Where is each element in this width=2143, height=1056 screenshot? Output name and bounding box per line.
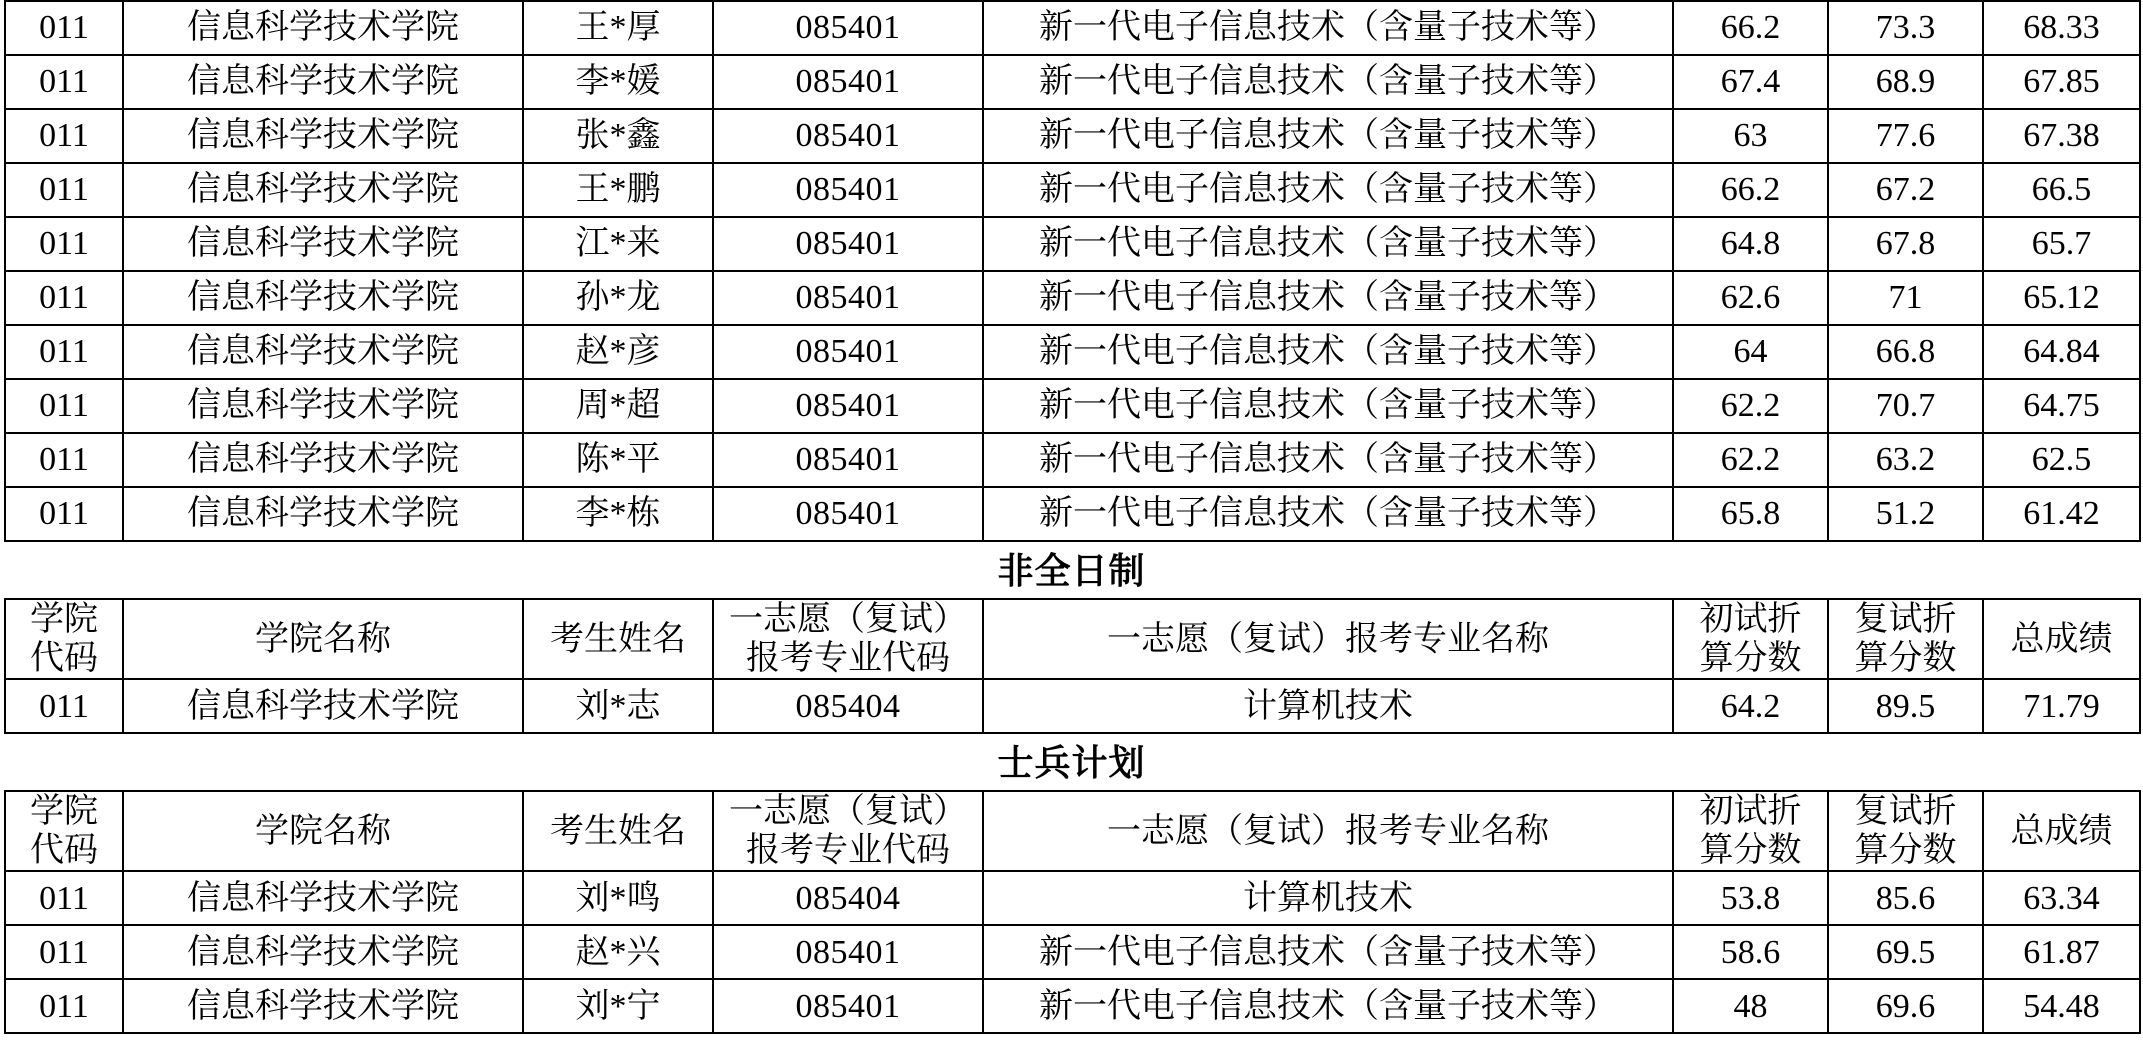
table-cell: 江*来 [523, 217, 713, 271]
table-cell: 李*栋 [523, 487, 713, 541]
table-row [5, 487, 2140, 541]
column-header-line: 报考专业代码 [746, 640, 950, 678]
table-header-row [5, 791, 2140, 871]
table-cell: 赵*彦 [523, 325, 713, 379]
table-cell: 085404 [713, 679, 983, 733]
column-header-line: 初试折 [1699, 793, 1802, 831]
table-cell: 新一代电子信息技术（含量子技术等） [983, 433, 1673, 487]
column-header [1673, 791, 1828, 871]
table-cell: 新一代电子信息技术（含量子技术等） [983, 925, 1673, 979]
section-title-soldier-plan: 士兵计划 [997, 743, 1146, 784]
table-cell: 085401 [713, 433, 983, 487]
column-header [983, 791, 1673, 871]
column-header [523, 791, 713, 871]
table-cell: 51.2 [1828, 487, 1983, 541]
table-cell: 62.2 [1673, 433, 1828, 487]
column-header-line: 算分数 [1699, 832, 1802, 870]
table-cell: 63.34 [1983, 871, 2140, 925]
table-cell: 011 [5, 925, 123, 979]
table-cell: 66.2 [1673, 163, 1828, 217]
soldier-plan-table [4, 790, 2141, 1034]
table-cell: 89.5 [1828, 679, 1983, 733]
column-header-line: 复试折 [1854, 601, 1957, 638]
column-header-line: 学院 [30, 601, 98, 638]
table-cell: 刘*志 [523, 679, 713, 733]
table-cell: 64.2 [1673, 679, 1828, 733]
column-header [123, 599, 523, 679]
table-cell: 新一代电子信息技术（含量子技术等） [983, 109, 1673, 163]
table-row [5, 271, 2140, 325]
table-cell: 011 [5, 979, 123, 1033]
table-cell: 刘*鸣 [523, 871, 713, 925]
column-header-line: 初试折 [1699, 601, 1802, 638]
table-cell: 刘*宁 [523, 979, 713, 1033]
table-row [5, 163, 2140, 217]
column-header-line: 一志愿（复试）报考专业名称 [1107, 812, 1549, 850]
table-cell: 85.6 [1828, 871, 1983, 925]
column-header-line: 算分数 [1699, 640, 1802, 678]
table-cell: 67.4 [1673, 55, 1828, 109]
part-time-table-body [5, 679, 2140, 733]
column-header-line: 考生姓名 [550, 812, 686, 850]
table-cell: 085401 [713, 979, 983, 1033]
table-cell: 65.8 [1673, 487, 1828, 541]
table-cell: 王*鹏 [523, 163, 713, 217]
table-cell: 新一代电子信息技术（含量子技术等） [983, 163, 1673, 217]
column-header-line: 总成绩 [2010, 620, 2113, 658]
table-cell: 011 [5, 379, 123, 433]
table-row [5, 1, 2140, 55]
table-cell: 64 [1673, 325, 1828, 379]
table-cell: 61.42 [1983, 487, 2140, 541]
table-cell: 70.7 [1828, 379, 1983, 433]
table-row [5, 925, 2140, 979]
part-time-table-head [5, 599, 2140, 679]
column-header-line: 复试折 [1854, 793, 1957, 831]
table-cell: 011 [5, 109, 123, 163]
table-cell: 085401 [713, 1, 983, 55]
table-cell: 085404 [713, 871, 983, 925]
column-header [983, 599, 1673, 679]
table-cell: 新一代电子信息技术（含量子技术等） [983, 55, 1673, 109]
table-cell: 新一代电子信息技术（含量子技术等） [983, 979, 1673, 1033]
table-header-row [5, 599, 2140, 679]
table-cell: 信息科学技术学院 [123, 379, 523, 433]
table-cell: 65.12 [1983, 271, 2140, 325]
table-row [5, 433, 2140, 487]
table-cell: 信息科学技术学院 [123, 433, 523, 487]
table-cell: 新一代电子信息技术（含量子技术等） [983, 1, 1673, 55]
table-cell: 信息科学技术学院 [123, 55, 523, 109]
column-header-line: 学院 [30, 793, 98, 831]
table-cell: 011 [5, 679, 123, 733]
table-row [5, 55, 2140, 109]
column-header [5, 791, 123, 871]
column-header [1828, 791, 1983, 871]
table-cell: 62.2 [1673, 379, 1828, 433]
table-cell: 65.7 [1983, 217, 2140, 271]
column-header-line: 一志愿（复试） [729, 793, 967, 831]
table-cell: 68.9 [1828, 55, 1983, 109]
table-cell: 新一代电子信息技术（含量子技术等） [983, 325, 1673, 379]
table-cell: 信息科学技术学院 [123, 871, 523, 925]
table-cell: 67.85 [1983, 55, 2140, 109]
table-cell: 66.8 [1828, 325, 1983, 379]
table-cell: 71.79 [1983, 679, 2140, 733]
table-cell: 67.8 [1828, 217, 1983, 271]
table-cell: 信息科学技术学院 [123, 163, 523, 217]
table-cell: 53.8 [1673, 871, 1828, 925]
table-cell: 信息科学技术学院 [123, 217, 523, 271]
table-cell: 085401 [713, 925, 983, 979]
column-header-line: 总成绩 [2010, 812, 2113, 850]
table-cell: 62.5 [1983, 433, 2140, 487]
column-header-line: 学院名称 [255, 812, 391, 850]
table-cell: 64.8 [1673, 217, 1828, 271]
table-cell: 信息科学技术学院 [123, 979, 523, 1033]
column-header-line: 报考专业代码 [746, 832, 950, 870]
column-header-line: 一志愿（复试） [729, 601, 967, 638]
table-cell: 58.6 [1673, 925, 1828, 979]
table-cell: 67.2 [1828, 163, 1983, 217]
table-cell: 孙*龙 [523, 271, 713, 325]
table-cell: 信息科学技术学院 [123, 271, 523, 325]
table-cell: 54.48 [1983, 979, 2140, 1033]
column-header-line: 学院名称 [255, 620, 391, 658]
table-cell: 011 [5, 163, 123, 217]
table-cell: 新一代电子信息技术（含量子技术等） [983, 217, 1673, 271]
table-cell: 计算机技术 [983, 871, 1673, 925]
table-cell: 011 [5, 55, 123, 109]
section-title-part-time: 非全日制 [997, 551, 1146, 591]
table-cell: 085401 [713, 217, 983, 271]
table-cell: 085401 [713, 55, 983, 109]
column-header [1983, 791, 2140, 871]
table-cell: 69.6 [1828, 979, 1983, 1033]
table-cell: 63.2 [1828, 433, 1983, 487]
column-header [1983, 599, 2140, 679]
table-cell: 011 [5, 325, 123, 379]
column-header [713, 599, 983, 679]
table-cell: 66.5 [1983, 163, 2140, 217]
table-cell: 085401 [713, 109, 983, 163]
top-results-table [4, 0, 2141, 542]
table-row [5, 679, 2140, 733]
table-cell: 新一代电子信息技术（含量子技术等） [983, 379, 1673, 433]
table-row [5, 871, 2140, 925]
table-cell: 信息科学技术学院 [123, 109, 523, 163]
table-cell: 085401 [713, 271, 983, 325]
table-cell: 011 [5, 487, 123, 541]
table-cell: 周*超 [523, 379, 713, 433]
table-cell: 计算机技术 [983, 679, 1673, 733]
table-row [5, 979, 2140, 1033]
table-row [5, 325, 2140, 379]
soldier-plan-table-body [5, 871, 2140, 1033]
table-cell: 62.6 [1673, 271, 1828, 325]
table-cell: 011 [5, 217, 123, 271]
column-header [5, 599, 123, 679]
table-cell: 011 [5, 1, 123, 55]
table-cell: 085401 [713, 325, 983, 379]
table-cell: 68.33 [1983, 1, 2140, 55]
table-cell: 71 [1828, 271, 1983, 325]
column-header-line: 考生姓名 [550, 620, 686, 658]
table-cell: 73.3 [1828, 1, 1983, 55]
table-row [5, 109, 2140, 163]
table-cell: 信息科学技术学院 [123, 679, 523, 733]
table-cell: 64.75 [1983, 379, 2140, 433]
table-cell: 63 [1673, 109, 1828, 163]
top-table-body [5, 1, 2140, 541]
column-header-line: 一志愿（复试）报考专业名称 [1107, 620, 1549, 658]
table-cell: 张*鑫 [523, 109, 713, 163]
table-cell: 信息科学技术学院 [123, 487, 523, 541]
table-cell: 69.5 [1828, 925, 1983, 979]
table-cell: 李*媛 [523, 55, 713, 109]
column-header [1673, 599, 1828, 679]
column-header-line: 算分数 [1854, 640, 1957, 678]
table-cell: 085401 [713, 163, 983, 217]
table-cell: 011 [5, 433, 123, 487]
table-cell: 赵*兴 [523, 925, 713, 979]
table-cell: 011 [5, 271, 123, 325]
column-header-line: 算分数 [1854, 832, 1957, 870]
table-cell: 011 [5, 871, 123, 925]
table-cell: 信息科学技术学院 [123, 1, 523, 55]
table-cell: 48 [1673, 979, 1828, 1033]
table-cell: 64.84 [1983, 325, 2140, 379]
table-cell: 67.38 [1983, 109, 2140, 163]
table-row [5, 379, 2140, 433]
table-cell: 信息科学技术学院 [123, 325, 523, 379]
table-cell: 085401 [713, 487, 983, 541]
column-header-line: 代码 [30, 832, 98, 870]
table-cell: 61.87 [1983, 925, 2140, 979]
table-cell: 66.2 [1673, 1, 1828, 55]
table-cell: 新一代电子信息技术（含量子技术等） [983, 487, 1673, 541]
part-time-table [4, 598, 2141, 734]
table-cell: 新一代电子信息技术（含量子技术等） [983, 271, 1673, 325]
column-header [1828, 599, 1983, 679]
table-cell: 王*厚 [523, 1, 713, 55]
column-header [713, 791, 983, 871]
soldier-plan-table-head [5, 791, 2140, 871]
table-cell: 信息科学技术学院 [123, 925, 523, 979]
column-header [123, 791, 523, 871]
column-header-line: 代码 [30, 640, 98, 678]
column-header [523, 599, 713, 679]
table-cell: 77.6 [1828, 109, 1983, 163]
table-cell: 085401 [713, 379, 983, 433]
table-cell: 陈*平 [523, 433, 713, 487]
table-row [5, 217, 2140, 271]
